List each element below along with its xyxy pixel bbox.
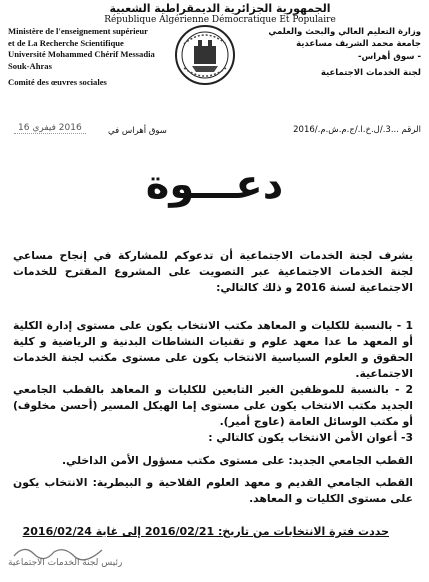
fr-university-line1: Université Mohammed Chérif Messadia (8, 49, 155, 60)
arabic-institution-block (268, 26, 421, 80)
ar-university: جامعة محمد الشريف مساعدية (296, 39, 421, 50)
ar-committee: لجنة الخدمات الاجتماعية (320, 68, 421, 79)
fr-university-line2: Souk-Ahras (8, 60, 52, 71)
header-arabic-title: الجمهورية الجزائرية الديمقراطية الشعبية (109, 2, 331, 15)
election-period: حددت فترة الانتخابات من تاريخ: 2016/02/21 إلى غاية 2016/02/24 (22, 525, 389, 538)
ar-city: - سوق أهراس- (358, 51, 421, 62)
reference-number: الرقم ...3./ل.خ.ا./ج.م.ش.م./2016 (293, 125, 421, 135)
item-1-paragraph: 1 - بالنسبة للكليات و المعاهد مكتب الانتخاب يكون على مستوى إدارة الكلية أو المعهد ما عدا معهد علوم و تقنيات النشاطات البدنية و الرياضية و كلية الحقوق و العلوم السياسية الانتخاب يكون على مستوى مكتب لجنة الخدمات الاجتماعية. (13, 319, 413, 380)
document-title: دعـــوة (145, 162, 284, 208)
signature-label: رئيس لجنة الخدمات الاجتماعية (8, 558, 123, 568)
intro-paragraph: يشرف لجنة الخدمات الاجتماعية أن تدعوكم للمشاركة في إنجاح مساعي لجنة الخدمات الاجتماعية عبر التصويت على المشروع المقترح للخدمات الاجتماعية لسنة 2016 و ذلك كالتالي: (13, 249, 413, 294)
place-label: سوق أهراس في (108, 126, 167, 136)
item-2-paragraph: 2 - بالنسبة للموظفين الغير التابعين للكليات و المعاهد بالقطب الجامعي الجديد مكتب الانتخاب يكون على مستوى إما الهيكل المسير (أحسن مخلوف) أو مكتب الوسائل العامة (عاوج أمير). (13, 383, 413, 428)
fr-ministry-line1: Ministère de l'enseignement supérieur (8, 26, 148, 36)
fr-ministry-line2: et de La Recherche Scientifique (8, 37, 124, 48)
item-3-heading: 3- أعوان الأمن الانتخاب يكون كالتالي : (208, 431, 413, 444)
header-french-title: République Algérienne Démocratique Et Populaire (104, 15, 336, 25)
ar-ministry: وزارة التعليم العالي والبحث والعلمي (268, 27, 421, 37)
fr-committee: Comité des œuvres sociales (8, 77, 107, 88)
item-3-old-campus: القطب الجامعي القديم و معهد العلوم الفلاحية و البيطرية: الانتخاب يكون على مستوى الكليات و المعاهد. (13, 476, 413, 505)
french-institution-block (8, 26, 168, 89)
received-stamp-date: 2016 فيفري 16 (14, 123, 86, 134)
university-logo-icon (174, 24, 236, 86)
item-3-new-campus: القطب الجامعي الجديد: على مستوى مكتب مسؤول الأمن الداخلي. (61, 454, 413, 467)
